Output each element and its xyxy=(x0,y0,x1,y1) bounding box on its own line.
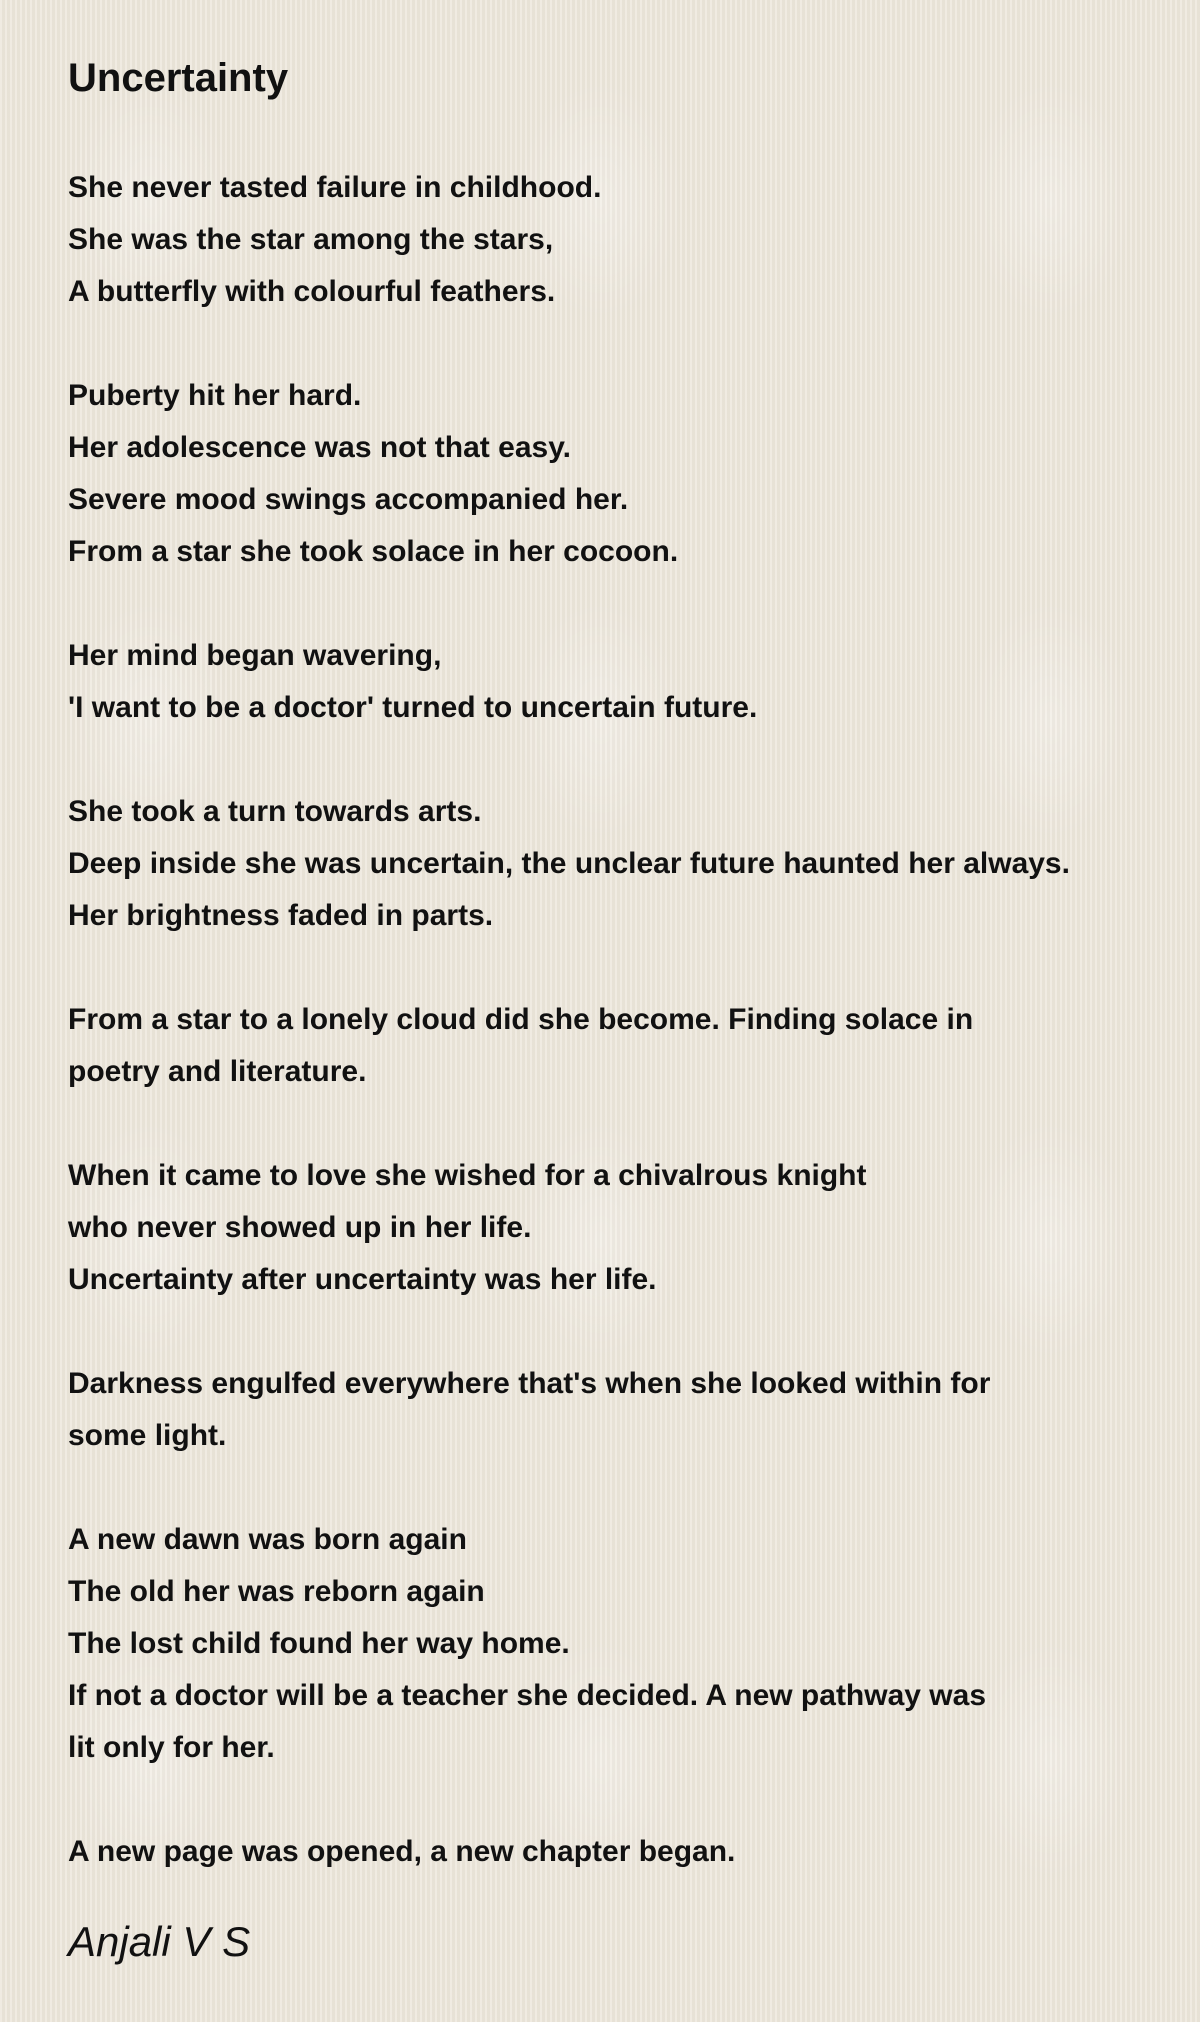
poem-line: 'I want to be a doctor' turned to uncertain future. xyxy=(68,691,758,724)
poem-stanza xyxy=(68,994,1178,1098)
poem-line: who never showed up in her life. xyxy=(68,1211,532,1244)
poem-line: She took a turn towards arts. xyxy=(68,795,482,828)
poem-line: Puberty hit her hard. xyxy=(68,379,362,412)
poem-line: If not a doctor will be a teacher she decided. A new pathway was xyxy=(68,1679,987,1712)
poem-stanza xyxy=(68,1150,1178,1306)
poem-author: Anjali V S xyxy=(68,1918,251,1965)
poem-container xyxy=(68,48,1178,1930)
poem-stanza xyxy=(68,630,1178,734)
poem-stanza xyxy=(68,370,1178,578)
poem-line: Her adolescence was not that easy. xyxy=(68,431,571,464)
poem-line: A new page was opened, a new chapter began. xyxy=(68,1835,736,1868)
poem-stanza xyxy=(68,1514,1178,1774)
poem-stanza xyxy=(68,1826,1178,1878)
poem-stanza xyxy=(68,162,1178,318)
poem-line: some light. xyxy=(68,1419,227,1452)
poem-stanza xyxy=(68,786,1178,942)
poem-line: poetry and literature. xyxy=(68,1055,367,1088)
poem-line: Darkness engulfed everywhere that's when she looked within for xyxy=(68,1367,991,1400)
poem-stanza xyxy=(68,1358,1178,1462)
poem-line: Severe mood swings accompanied her. xyxy=(68,483,629,516)
poem-line: When it came to love she wished for a chivalrous knight xyxy=(68,1159,867,1192)
poem-line: Uncertainty after uncertainty was her life. xyxy=(68,1263,657,1296)
poem-line: lit only for her. xyxy=(68,1731,275,1764)
poem-body xyxy=(68,162,1178,1878)
poem-line: Her brightness faded in parts. xyxy=(68,899,494,932)
poem-line: Her mind began wavering, xyxy=(68,639,442,672)
poem-line: The old her was reborn again xyxy=(68,1575,485,1608)
poem-line: From a star she took solace in her cocoon. xyxy=(68,535,679,568)
poem-line: A new dawn was born again xyxy=(68,1523,467,1556)
poem-line: Deep inside she was uncertain, the unclear future haunted her always. xyxy=(68,847,1070,880)
poem-line: She was the star among the stars, xyxy=(68,223,554,256)
poem-line: The lost child found her way home. xyxy=(68,1627,570,1660)
poem-line: From a star to a lonely cloud did she become. Finding solace in xyxy=(68,1003,974,1036)
poem-line: She never tasted failure in childhood. xyxy=(68,171,602,204)
poem-title: Uncertainty xyxy=(68,56,289,100)
poem-line: A butterfly with colourful feathers. xyxy=(68,275,556,308)
